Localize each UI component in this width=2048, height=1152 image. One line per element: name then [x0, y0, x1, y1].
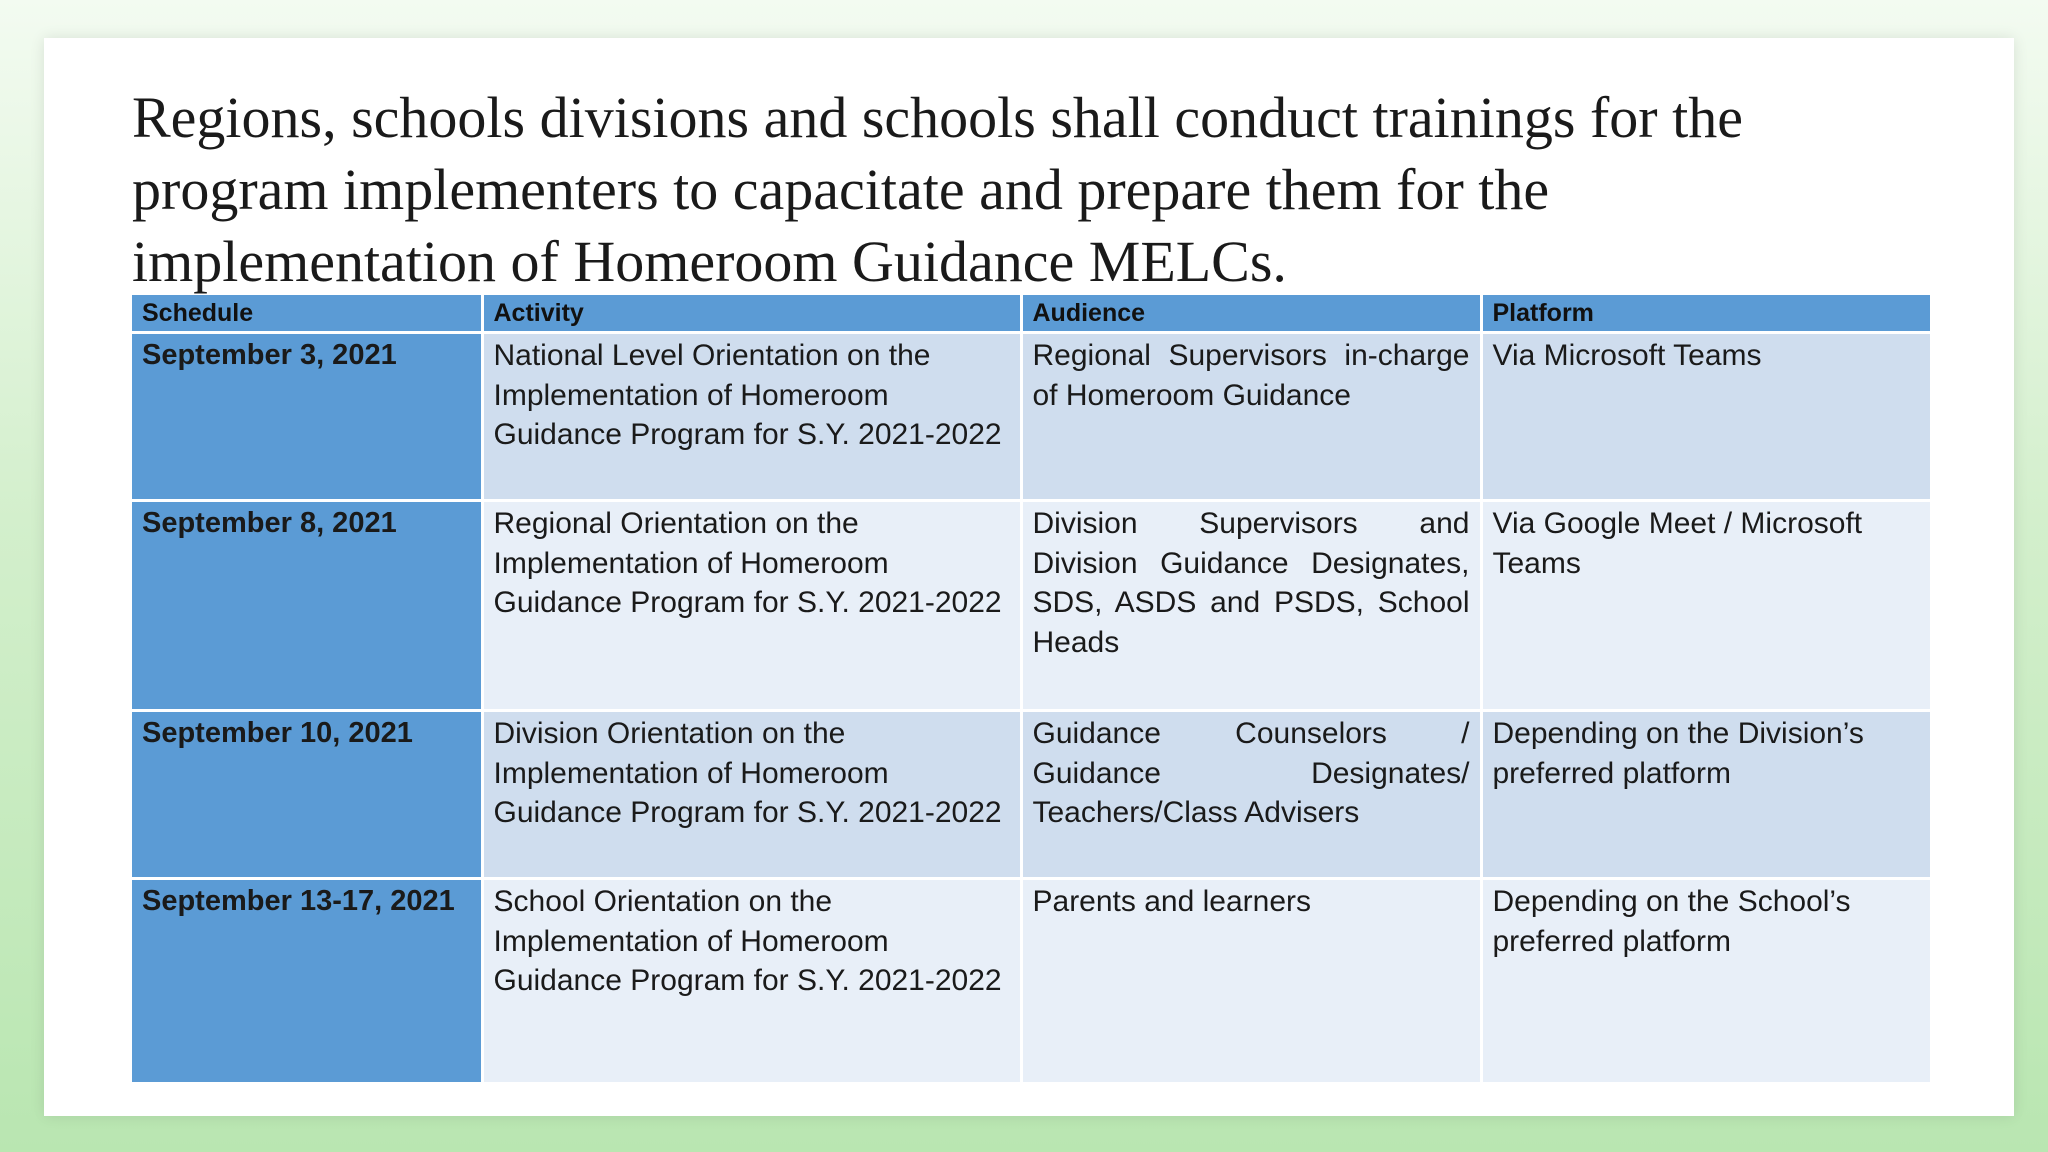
- platform-cell: Depending on the Division’s preferred platform: [1481, 711, 1930, 879]
- activity-cell: Regional Orientation on the Implementation of Homeroom Guidance Program for S.Y. 2021-2022: [482, 501, 1021, 711]
- schedule-cell: September 13-17, 2021: [132, 879, 482, 1084]
- header-schedule: Schedule: [132, 295, 482, 333]
- header-audience: Audience: [1021, 295, 1481, 333]
- platform-cell: Depending on the School’s preferred platform: [1481, 879, 1930, 1084]
- activity-cell: Division Orientation on the Implementation of Homeroom Guidance Program for S.Y. 2021-2022: [482, 711, 1021, 879]
- table-header-row: [132, 295, 1930, 333]
- table-row: [132, 879, 1930, 1084]
- table-row: [132, 711, 1930, 879]
- activity-cell: National Level Orientation on the Implementation of Homeroom Guidance Program for S.Y. 2021-2022: [482, 333, 1021, 501]
- platform-cell: Via Microsoft Teams: [1481, 333, 1930, 501]
- platform-cell: Via Google Meet / Microsoft Teams: [1481, 501, 1930, 711]
- schedule-cell: September 10, 2021: [132, 711, 482, 879]
- audience-cell: Guidance Counselors / Guidance Designates/ Teachers/Class Advisers: [1021, 711, 1481, 879]
- schedule-cell: September 3, 2021: [132, 333, 482, 501]
- table-row: [132, 501, 1930, 711]
- header-platform: Platform: [1481, 295, 1930, 333]
- slide-heading: Regions, schools divisions and schools shall conduct trainings for the program implementers to capacitate and prepare them for the implementation of Homeroom Guidance MELCs.: [132, 85, 1743, 294]
- table-row: [132, 333, 1930, 501]
- audience-cell: Parents and learners: [1021, 879, 1481, 1084]
- audience-cell: Regional Supervisors in-charge of Homeroom Guidance: [1021, 333, 1481, 501]
- slide: [44, 38, 2014, 1116]
- schedule-table: [132, 295, 1930, 1085]
- schedule-cell: September 8, 2021: [132, 501, 482, 711]
- activity-cell: School Orientation on the Implementation of Homeroom Guidance Program for S.Y. 2021-2022: [482, 879, 1021, 1084]
- audience-cell: Division Supervisors and Division Guidance Designates, SDS, ASDS and PSDS, School Heads: [1021, 501, 1481, 711]
- header-activity: Activity: [482, 295, 1021, 333]
